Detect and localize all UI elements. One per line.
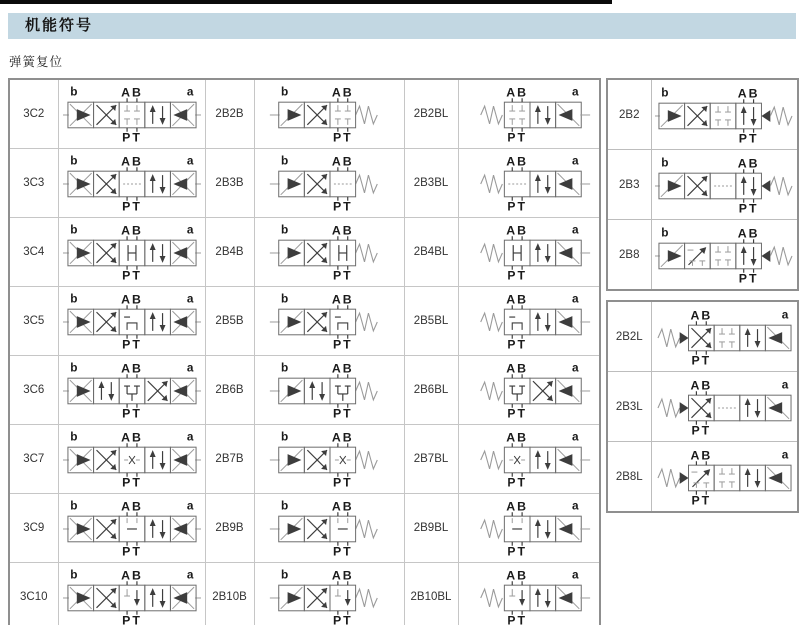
- svg-text:b: b: [69, 498, 77, 513]
- valve-symbol-cell-2bb: [254, 287, 404, 356]
- valve-symbol-drawing: [655, 375, 793, 439]
- valve-symbol-drawing: [460, 82, 598, 146]
- model-code: 2B10BL: [410, 591, 452, 603]
- model-code-cell: [607, 150, 651, 220]
- valve-symbol-drawing: [460, 565, 598, 625]
- model-code-cell: [9, 287, 58, 356]
- valve-symbol-cell-2bb: [254, 149, 404, 218]
- svg-text:PT: PT: [121, 337, 142, 352]
- svg-text:PT: PT: [507, 130, 527, 145]
- valve-symbol-drawing: [63, 358, 201, 422]
- svg-text:a: a: [186, 360, 193, 375]
- model-code-cell: [205, 287, 254, 356]
- model-code-cell: [9, 356, 58, 425]
- valve-symbol-drawing: [260, 427, 398, 491]
- model-code-cell: [9, 218, 58, 287]
- svg-text:b: b: [661, 154, 669, 169]
- model-code-cell: [9, 149, 58, 218]
- svg-text:b: b: [281, 567, 289, 582]
- svg-text:AB: AB: [738, 225, 760, 240]
- model-code: 2B9BL: [413, 522, 449, 534]
- valve-symbol-cell-2bb: [254, 356, 404, 425]
- svg-text:AB: AB: [690, 447, 713, 462]
- valve-symbol-drawing: [655, 305, 793, 369]
- svg-text:PT: PT: [739, 131, 759, 146]
- svg-text:PT: PT: [121, 406, 142, 421]
- table-row: [9, 149, 600, 218]
- svg-text:AB: AB: [331, 568, 354, 583]
- svg-text:PT: PT: [507, 613, 527, 625]
- model-code: 2B3: [619, 178, 640, 191]
- svg-text:a: a: [571, 429, 579, 444]
- model-code-cell: [205, 494, 254, 563]
- svg-text:a: a: [186, 153, 193, 168]
- valve-symbol-cell-2bbl: [458, 287, 600, 356]
- model-code-cell: [205, 79, 254, 149]
- svg-text:b: b: [281, 291, 289, 306]
- svg-text:PT: PT: [332, 475, 353, 490]
- model-code-cell: [404, 218, 458, 287]
- svg-text:PT: PT: [121, 130, 142, 145]
- model-code-cell: [607, 79, 651, 150]
- valve-symbol-cell-2bbl: [458, 79, 600, 149]
- svg-text:PT: PT: [332, 337, 353, 352]
- svg-text:a: a: [571, 153, 579, 168]
- svg-text:AB: AB: [506, 154, 528, 169]
- valve-symbol-drawing: [460, 151, 598, 215]
- valve-symbol-cell-3c: [58, 425, 205, 494]
- valve-symbol-drawing: [63, 289, 201, 353]
- valve-symbol-cell-2bbl: [458, 425, 600, 494]
- svg-text:a: a: [186, 84, 193, 99]
- valve-symbol-cell-2bb: [254, 218, 404, 287]
- svg-text:PT: PT: [121, 544, 142, 559]
- model-code-cell: [9, 494, 58, 563]
- valve-symbol-cell-2bbl: [458, 218, 600, 287]
- table-row: [607, 301, 798, 372]
- svg-text:AB: AB: [120, 499, 143, 514]
- table-row: [9, 218, 600, 287]
- model-code-cell: [9, 563, 58, 625]
- svg-text:a: a: [571, 291, 579, 306]
- model-code-cell: [205, 425, 254, 494]
- symbol-panel-bottom: [606, 300, 799, 513]
- svg-text:AB: AB: [331, 361, 354, 376]
- valve-symbol-drawing: [260, 565, 398, 625]
- model-code: 2B8: [619, 248, 640, 261]
- valve-symbol-drawing: [63, 427, 201, 491]
- table-row: [9, 425, 600, 494]
- svg-text:a: a: [186, 498, 193, 513]
- model-code: 2B2L: [615, 330, 643, 343]
- model-code: 2B8L: [615, 470, 643, 483]
- model-code-cell: [404, 356, 458, 425]
- model-code: 3C4: [23, 246, 45, 258]
- table-row: [607, 220, 798, 291]
- valve-symbol-drawing: [260, 151, 398, 215]
- valve-symbol-drawing: [260, 358, 398, 422]
- svg-text:AB: AB: [506, 499, 528, 514]
- model-code: 2B4B: [215, 246, 244, 258]
- subsection-title: 弹簧复位: [9, 55, 64, 69]
- valve-symbol-drawing: [460, 496, 598, 560]
- model-code: 2B6B: [215, 384, 244, 396]
- model-code: 3C7: [23, 453, 45, 465]
- svg-text:PT: PT: [121, 268, 142, 283]
- model-code: 2B6BL: [413, 384, 449, 396]
- model-code: 2B3L: [615, 400, 643, 413]
- valve-symbol-cell-2bl: [651, 301, 798, 372]
- valve-symbol-cell-3c: [58, 563, 205, 625]
- svg-text:b: b: [281, 360, 289, 375]
- svg-text:AB: AB: [331, 85, 354, 100]
- svg-text:PT: PT: [332, 544, 353, 559]
- model-code: 2B7B: [215, 453, 244, 465]
- svg-text:AB: AB: [506, 85, 528, 100]
- valve-symbol-drawing: [63, 220, 201, 284]
- table-row: [607, 150, 798, 220]
- valve-symbol-cell-3c: [58, 287, 205, 356]
- model-code: 3C2: [23, 108, 45, 120]
- svg-text:a: a: [186, 429, 193, 444]
- model-code: 2B9B: [215, 522, 244, 534]
- valve-symbol-cell-3c: [58, 218, 205, 287]
- svg-text:AB: AB: [120, 85, 143, 100]
- model-code: 2B3B: [215, 177, 244, 189]
- svg-text:b: b: [281, 153, 289, 168]
- svg-text:PT: PT: [507, 475, 527, 490]
- svg-text:PT: PT: [507, 268, 527, 283]
- svg-text:PT: PT: [739, 201, 759, 216]
- model-code: 2B2B: [215, 108, 244, 120]
- top-rule: [0, 0, 612, 4]
- valve-symbol-drawing: [460, 358, 598, 422]
- svg-text:a: a: [186, 291, 193, 306]
- svg-text:PT: PT: [332, 130, 353, 145]
- svg-text:AB: AB: [120, 430, 143, 445]
- model-code-cell: [404, 563, 458, 625]
- valve-symbol-cell-2bb: [254, 494, 404, 563]
- model-code-cell: [205, 356, 254, 425]
- svg-text:AB: AB: [690, 307, 713, 322]
- valve-symbol-drawing: [460, 427, 598, 491]
- svg-text:PT: PT: [507, 406, 527, 421]
- valve-symbol-cell-2bb: [254, 425, 404, 494]
- svg-text:AB: AB: [331, 499, 354, 514]
- model-code: 3C9: [23, 522, 45, 534]
- svg-text:a: a: [571, 360, 579, 375]
- model-code: 2B10B: [212, 591, 247, 603]
- model-code: 2B5B: [215, 315, 244, 327]
- svg-text:AB: AB: [331, 154, 354, 169]
- valve-symbol-cell-2bbl: [458, 356, 600, 425]
- svg-text:b: b: [69, 84, 77, 99]
- section-title: 机能符号: [25, 17, 94, 34]
- valve-symbol-drawing: [655, 445, 793, 509]
- table-row: [9, 356, 600, 425]
- svg-text:AB: AB: [690, 377, 713, 392]
- svg-text:AB: AB: [120, 223, 143, 238]
- model-code: 2B2: [619, 108, 640, 121]
- model-code-cell: [9, 425, 58, 494]
- svg-text:AB: AB: [506, 430, 528, 445]
- valve-symbol-cell-3c: [58, 149, 205, 218]
- table-row: [9, 494, 600, 563]
- svg-text:b: b: [281, 429, 289, 444]
- svg-text:a: a: [571, 84, 579, 99]
- valve-symbol-cell-2b: [651, 220, 798, 291]
- svg-text:PT: PT: [507, 544, 527, 559]
- table-row: [607, 442, 798, 513]
- svg-text:AB: AB: [120, 568, 143, 583]
- model-code-cell: [607, 372, 651, 442]
- svg-text:b: b: [281, 498, 289, 513]
- model-code: 2B5BL: [413, 315, 449, 327]
- svg-text:PT: PT: [507, 199, 527, 214]
- svg-text:b: b: [69, 291, 77, 306]
- model-code-cell: [205, 149, 254, 218]
- valve-symbol-cell-2b: [651, 150, 798, 220]
- model-code: 3C6: [23, 384, 45, 396]
- svg-text:PT: PT: [332, 406, 353, 421]
- model-code: 2B2BL: [413, 108, 449, 120]
- model-code-cell: [404, 287, 458, 356]
- valve-symbol-drawing: [63, 496, 201, 560]
- table-row: [9, 79, 600, 149]
- svg-text:AB: AB: [506, 361, 528, 376]
- valve-symbol-drawing: [460, 220, 598, 284]
- svg-text:b: b: [69, 429, 77, 444]
- svg-text:PT: PT: [507, 337, 527, 352]
- valve-symbol-cell-2bbl: [458, 494, 600, 563]
- valve-symbol-cell-2b: [651, 79, 798, 150]
- svg-text:PT: PT: [332, 613, 353, 625]
- model-code: 2B7BL: [413, 453, 449, 465]
- svg-text:b: b: [69, 222, 77, 237]
- valve-symbol-cell-2bbl: [458, 149, 600, 218]
- svg-text:PT: PT: [121, 613, 142, 625]
- symbol-table-main: [8, 78, 601, 625]
- svg-text:a: a: [782, 306, 789, 321]
- svg-text:a: a: [782, 446, 789, 461]
- svg-text:b: b: [281, 84, 289, 99]
- svg-text:a: a: [571, 222, 579, 237]
- valve-symbol-cell-2bbl: [458, 563, 600, 625]
- valve-symbol-drawing: [655, 83, 793, 147]
- svg-text:PT: PT: [691, 493, 712, 508]
- svg-text:AB: AB: [738, 155, 760, 170]
- table-row: [607, 372, 798, 442]
- svg-text:b: b: [69, 567, 77, 582]
- svg-text:a: a: [186, 567, 193, 582]
- valve-symbol-drawing: [655, 223, 793, 287]
- svg-text:a: a: [571, 498, 579, 513]
- valve-symbol-cell-3c: [58, 79, 205, 149]
- valve-symbol-cell-3c: [58, 356, 205, 425]
- valve-symbol-cell-2bl: [651, 442, 798, 513]
- model-code-cell: [205, 218, 254, 287]
- model-code: 3C10: [20, 591, 48, 603]
- svg-text:PT: PT: [332, 268, 353, 283]
- svg-text:AB: AB: [331, 430, 354, 445]
- svg-text:AB: AB: [120, 154, 143, 169]
- valve-symbol-cell-2bb: [254, 79, 404, 149]
- symbol-panel-top: [606, 78, 799, 291]
- model-code: 3C3: [23, 177, 45, 189]
- svg-text:PT: PT: [739, 271, 759, 286]
- valve-symbol-cell-2bl: [651, 372, 798, 442]
- svg-text:a: a: [186, 222, 193, 237]
- svg-text:PT: PT: [121, 475, 142, 490]
- valve-symbol-cell-2bb: [254, 563, 404, 625]
- svg-text:PT: PT: [332, 199, 353, 214]
- svg-text:a: a: [782, 376, 789, 391]
- valve-symbol-drawing: [260, 220, 398, 284]
- model-code: 2B4BL: [413, 246, 449, 258]
- svg-text:a: a: [571, 567, 579, 582]
- svg-text:b: b: [661, 84, 669, 99]
- table-row: [607, 79, 798, 150]
- svg-text:PT: PT: [121, 199, 142, 214]
- valve-symbol-drawing: [63, 565, 201, 625]
- model-code-cell: [9, 79, 58, 149]
- section-header-bar: [8, 13, 796, 39]
- model-code-cell: [404, 149, 458, 218]
- svg-text:AB: AB: [331, 292, 354, 307]
- model-code-cell: [607, 220, 651, 291]
- valve-symbol-drawing: [260, 289, 398, 353]
- valve-symbol-drawing: [260, 82, 398, 146]
- svg-text:b: b: [69, 153, 77, 168]
- svg-text:AB: AB: [506, 292, 528, 307]
- svg-text:AB: AB: [738, 85, 760, 100]
- table-row: [9, 563, 600, 625]
- valve-symbol-drawing: [460, 289, 598, 353]
- svg-text:b: b: [69, 360, 77, 375]
- model-code-cell: [404, 79, 458, 149]
- svg-text:AB: AB: [331, 223, 354, 238]
- valve-symbol-drawing: [655, 153, 793, 217]
- svg-text:PT: PT: [691, 353, 712, 368]
- valve-symbol-cell-3c: [58, 494, 205, 563]
- model-code: 2B3BL: [413, 177, 449, 189]
- svg-text:AB: AB: [120, 292, 143, 307]
- valve-symbol-drawing: [260, 496, 398, 560]
- svg-text:AB: AB: [506, 568, 528, 583]
- model-code-cell: [607, 301, 651, 372]
- svg-text:AB: AB: [506, 223, 528, 238]
- model-code-cell: [607, 442, 651, 513]
- model-code: 3C5: [23, 315, 45, 327]
- valve-symbol-drawing: [63, 82, 201, 146]
- svg-text:b: b: [661, 224, 669, 239]
- svg-text:AB: AB: [120, 361, 143, 376]
- valve-symbol-drawing: [63, 151, 201, 215]
- model-code-cell: [404, 425, 458, 494]
- svg-text:b: b: [281, 222, 289, 237]
- table-row: [9, 287, 600, 356]
- model-code-cell: [205, 563, 254, 625]
- svg-text:PT: PT: [691, 423, 712, 438]
- model-code-cell: [404, 494, 458, 563]
